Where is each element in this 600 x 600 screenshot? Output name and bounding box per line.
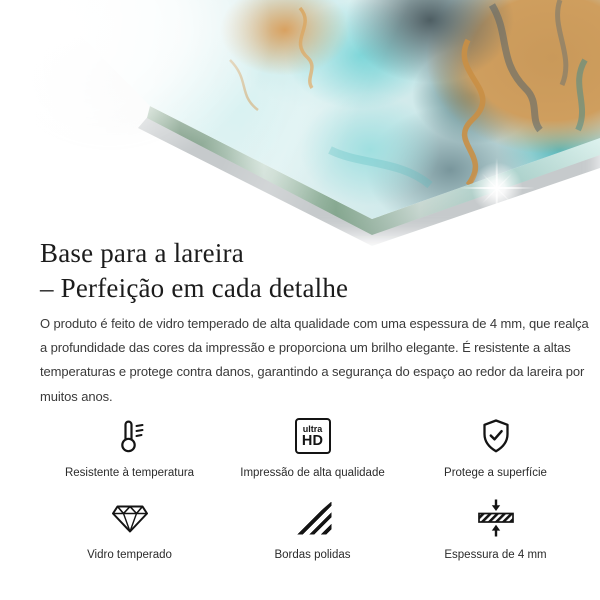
product-description: O produto é feito de vidro temperado de alta qualidade com uma espessura de 4 mm, que realça a profundidade das cores da impressão e proporciona um brilho elegante. É resistente a altas temperaturas e protege contra danos, garantindo a segurança do espaço ao redor da lareira por muitos anos.	[40, 316, 589, 404]
feature-thickness	[404, 496, 587, 562]
shield-check-icon	[476, 414, 516, 458]
page-title-line1: Base para a lareira	[40, 238, 244, 268]
page-title	[40, 236, 570, 306]
feature-temperature	[38, 414, 221, 480]
feature-protection	[404, 414, 587, 480]
diamond-icon	[110, 496, 150, 540]
feature-label: Resistente à temperatura	[64, 467, 195, 479]
product-description-section	[0, 236, 600, 562]
feature-label: Espessura de 4 mm	[444, 549, 547, 561]
feature-label: Vidro temperado	[87, 549, 172, 561]
feature-label: Bordas polidas	[274, 549, 351, 561]
feature-tempered-glass	[38, 496, 221, 562]
feature-print-quality	[221, 414, 404, 480]
feature-polished-edges	[221, 496, 404, 562]
ultra-hd-icon: ultra HD	[295, 414, 331, 458]
feature-label: Impressão de alta qualidade	[240, 467, 385, 479]
product-photo	[0, 0, 600, 236]
feature-label: Protege a superfície	[444, 467, 547, 479]
page-title-line2: – Perfeição em cada detalhe	[40, 273, 349, 303]
feature-grid	[38, 414, 587, 562]
thermometer-icon	[110, 414, 150, 458]
thickness-4mm-icon	[476, 496, 516, 540]
polished-edges-icon	[294, 496, 332, 540]
